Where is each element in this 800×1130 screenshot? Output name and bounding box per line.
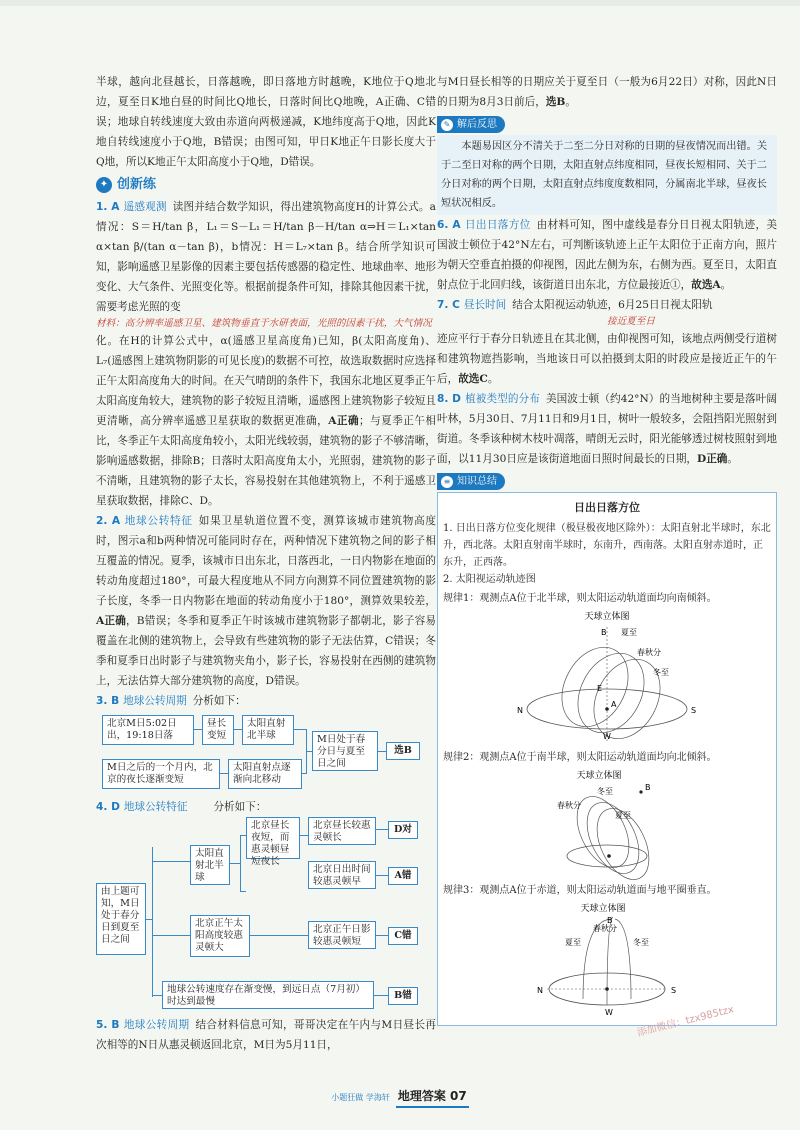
lightbulb-icon: ✦ bbox=[96, 177, 112, 193]
summer-orbit bbox=[549, 636, 641, 738]
q5-continued: 与M日昼长相等的日期应关于夏至日（一般为6月22日）对称，因此N日的日期为8月3日前后，选B。 bbox=[437, 76, 777, 108]
d3-label-n: N bbox=[537, 986, 543, 995]
d1-label-n: N bbox=[517, 706, 523, 715]
q4-box-c: C错 bbox=[388, 927, 418, 945]
q3-number: 3. B bbox=[96, 695, 120, 707]
book-icon: ≡ bbox=[441, 476, 453, 488]
page-footer bbox=[0, 1086, 800, 1108]
question-8: 8. D 植被类型的分布 美国波士顿（约42°N）的当地树种主要是落叶阔叶林，5月30日、7月11日和9月1日，树叶一般较多，会阻挡阳光照射到街道。冬季该种树木枝叶凋落，晴朗无云时，阳光能够透过树枝照射到地面，以11月30日应是该街道地面日照时间最长的日期，D正确。 bbox=[437, 393, 777, 465]
q3-box-between: M日处于春分日与夏至日之间 bbox=[312, 731, 378, 771]
q3-box-length: 昼长变短 bbox=[202, 715, 234, 745]
diagram3-title: 天球立体图 bbox=[580, 904, 626, 914]
q5-cont-text: 与M日昼长相等的日期应关于夏至日（一般为6月22日）对称，因此N日的日期为8月3日前后， bbox=[437, 76, 777, 108]
celestial-diagram-2 bbox=[507, 768, 707, 880]
q2-text-1: 如果卫星轨道位置不变，测算该城市建筑物高度时，图示a和b两种情况可能同时存在，两种情况下建筑物之间的影子相互覆盖的情况。夏季，该城市日出东北，日落西北，一日内物影在地面的转动角度超过180°，可最大程度地从不同方向测算不同位置建筑物的影子长度，冬季一日内物影在地面的转动角度小于180°，测算效果较差， bbox=[96, 515, 436, 607]
celestial-diagram-3 bbox=[507, 901, 707, 1019]
footer-page-label: 地理答案 07 bbox=[396, 1086, 469, 1108]
question-5 bbox=[96, 1015, 436, 1055]
d2-label-winter: 冬至 bbox=[597, 787, 613, 796]
observer-point-2 bbox=[607, 854, 611, 858]
q1-handwritten-note: 材料：高分辨率遥感卫星、建筑物垂直于水研表面，光照的因素干扰，大气情况 bbox=[96, 318, 432, 329]
section-header-innovation bbox=[96, 175, 436, 195]
knowledge-title: 日出日落方位 bbox=[574, 501, 640, 514]
q4-number: 4. D bbox=[96, 801, 120, 813]
d3-label-s: S bbox=[671, 986, 677, 995]
d3-label-b: B bbox=[607, 916, 613, 925]
q8-answer: D正确 bbox=[697, 453, 728, 465]
d1-label-e: E bbox=[597, 684, 603, 693]
d1-label-s: S bbox=[691, 706, 697, 715]
reflection-title: 解后反思 bbox=[457, 118, 497, 130]
page-top-edge bbox=[0, 0, 800, 6]
q2-text-2: ，B错误；冬季和夏季正午时该城市建筑物影子都朝北，影子容易覆盖在北侧的建筑物上，会导致有些建筑物的影子无法估算，C错误；冬季和夏季日出时影子与建筑物夹角小，影子长，容易投射在西侧的建筑物上，无法估算大部分建筑物的高度，D错误。 bbox=[96, 615, 436, 687]
q3-tag: 地球公转周期 bbox=[123, 695, 187, 707]
q5-text: 结合材料信息可知，哥哥决定在午内与M日昼长再次相等的N日从惠灵顿返回北京，M日为5月11日， bbox=[96, 1019, 436, 1051]
question-7-cont: 迹应平行于春分日轨迹且在其北侧，由仰视图可知，该地点两侧受行道树和建筑物遮挡影响，当地该日可以拍摄到太阳的时段应是接近正午的午后，故选C。 bbox=[437, 333, 777, 385]
q8-number: 8. D bbox=[437, 393, 461, 405]
q4-box-start: 由上题可知，M日处于春分日到夏至日之间 bbox=[96, 883, 146, 955]
q3-box-after: M日之后的一个月内，北京的夜长逐渐变短 bbox=[102, 759, 220, 789]
q4-box-bj-time: 北京日出时间较惠灵顿早 bbox=[308, 861, 376, 889]
d3-label-equinox: 春秋分 bbox=[593, 924, 617, 933]
q6-answer: 故选A bbox=[691, 279, 721, 291]
q6-number: 6. A bbox=[437, 219, 461, 231]
q6-tag: 日出日落方位 bbox=[464, 219, 531, 231]
rule-1: 规律1：观测点A位于北半球，则太阳运动轨道面均向南倾斜。 bbox=[443, 593, 717, 604]
d3-label-summer: 夏至 bbox=[565, 938, 581, 947]
d1-label-a: A bbox=[611, 700, 617, 709]
q6-text: 由材料可知，图中虚线是春分日日视太阳轨迹，美国波士顿位于42°N左右，可判断该轨迹上正午太阳位于正南方向，照片为朝天空垂直拍摄的仰视图，因此左侧为东，右侧为西。夏至日，太阳直射点位于北回归线，该街道日出东北，方位最接近①， bbox=[437, 219, 777, 291]
d3-label-w: W bbox=[605, 1008, 613, 1017]
q4-box-bj-long: 北京昼长较惠灵顿长 bbox=[308, 817, 376, 845]
knowledge-point-2: 2. 太阳视运动轨迹图 bbox=[443, 574, 536, 585]
q2-answer: A正确 bbox=[96, 615, 127, 627]
observer-point bbox=[605, 707, 609, 711]
q4-box-night: 北京昼长夜短，而惠灵顿昼短夜长 bbox=[246, 817, 300, 859]
q7-text-1: 结合太阳视运动轨迹，6月25日日视太阳轨 bbox=[512, 299, 713, 311]
horizon-circle-2 bbox=[567, 845, 647, 867]
q1-text-3: ；与夏季正午相比，冬季正午太阳高度角较小，太阳光线较弱，建筑物的影子不够清晰，影响遥感数据，排除B；日落时太阳高度角太小，光照弱，建筑物的影子不清晰，且建筑物的影子太长，容易投射在其他建筑物上，不利于遥感卫星获取数据，排除C、D。 bbox=[96, 415, 436, 507]
knowledge-point-1: 1. 日出日落方位变化规律（极昼极夜地区除外）：太阳直射北半球时，东北升，西北落。太阳直射南半球时，东南升，西南落。太阳直射赤道时，正东升，正西落。 bbox=[443, 523, 771, 568]
q2-tag: 地球公转特征 bbox=[124, 515, 193, 527]
q1-tag: 遥感观测 bbox=[123, 201, 167, 213]
question-2 bbox=[96, 511, 436, 691]
intro-paragraph: 半球，越向北昼越长，日落越晚，即日落地方时越晚，K地位于Q地北边，夏至日K地白昼的时间比Q地长，日落时间比Q地晚，A正确、C错误；地球自转线速度大致由赤道向两极递减，K地纬度高于Q地，因此K地自转线速度小于Q地，B错误；由图可知，甲日K地正午日影长度大于Q地，所以K地正午太阳高度小于Q地，D错误。 bbox=[96, 76, 436, 168]
q5-tag: 地球公转周期 bbox=[123, 1019, 190, 1031]
diagram2-title: 天球立体图 bbox=[576, 771, 622, 781]
q3-box-sun: 太阳直射北半球 bbox=[242, 715, 294, 745]
q1-text-1: 读图并结合数学知识，得出建筑物高度H的计算公式。a情况：S＝H/tan β，L₁＝S－L₁＝H/tan β－H/tan α⇒H＝L₁×tan α×tan β/(tan α－tan β)，b情况：H＝L₇×tan β。结合所学知识可知，影响遥感卫星影像的因素主要包括传感器的稳定性、地球曲率、地形变化、大气条件、光照变化等。根据前提条件可知，排除其他因素干扰，需要考虑光照的变 bbox=[96, 201, 436, 313]
reflect-icon: ✎ bbox=[441, 119, 453, 131]
watermark-text: 添加微信：tzx985tzx bbox=[636, 1004, 736, 1039]
q4-box-shadow: 北京正午日影较惠灵顿短 bbox=[308, 921, 376, 949]
d1-label-w: W bbox=[603, 732, 611, 741]
q7-text-2: 迹应平行于春分日轨迹且在其北侧，由仰视图可知，该地点两侧受行道树和建筑物遮挡影响，当地该日可以拍摄到太阳的时段应是接近正午的午后， bbox=[437, 333, 777, 385]
question-1 bbox=[96, 197, 436, 317]
diagram1-title: 天球立体图 bbox=[584, 612, 630, 622]
knowledge-badge bbox=[437, 473, 505, 490]
question-1-cont bbox=[96, 331, 436, 511]
rule-3: 规律3：观测点A位于赤道，则太阳运动轨道面与地平圈垂直。 bbox=[443, 885, 717, 896]
q1-text-2: 化。在H的计算公式中，α(遥感卫星高度角)已知，β(太阳高度角)、L₇(遥感图上建筑物阴影的可见长度)的数据不可控，故选取数据时应选择正午太阳高度角大的时间。在天气晴朗的条件下，我国东北地区夏季正午太阳高度角较大，建筑物的影子较短且清晰，遥感图上建筑物影子较短且更清晰，高分辨率遥感卫星获取的数据更准确， bbox=[96, 335, 436, 427]
q3-flowchart bbox=[96, 711, 436, 797]
q7-handwritten-note: 接近夏至日 bbox=[607, 316, 655, 327]
left-column bbox=[96, 72, 436, 1055]
observer-point-3 bbox=[605, 987, 609, 991]
d2-label-summer: 夏至 bbox=[615, 811, 631, 820]
reflection-badge bbox=[437, 116, 505, 133]
d2-label-equinox: 春秋分 bbox=[557, 801, 581, 810]
q4-box-b: B错 bbox=[388, 987, 418, 1005]
q8-text: 美国波士顿（约42°N）的当地树种主要是落叶阔叶林，5月30日、7月11日和9月1日，树叶一般较多，会阻挡阳光照射到街道。冬季该种树木枝叶凋落，晴朗无云时，阳光能够透过树枝照射到地面，以11月30日应是该街道地面日照时间最长的日期， bbox=[437, 393, 777, 465]
section-title: 创新练 bbox=[117, 177, 157, 192]
reflection-text: 本题易因区分不清关于二至二分日对称的日期的昼夜情况而出错。关于二至日对称的两个日期，太阳直射点纬度相同，昼夜长短相同、关于二分日对称的两个日期，太阳直射点纬度度数相同，分属南北半球，昼夜长短状况相反。 bbox=[437, 135, 777, 215]
q4-box-d: D对 bbox=[388, 821, 418, 839]
question-4 bbox=[96, 797, 436, 817]
q4-box-noon: 北京正午太阳高度较惠灵顿大 bbox=[190, 915, 250, 957]
d2-label-b: B bbox=[645, 783, 651, 792]
q3-box-m: 北京M日5:02日出，19:18日落 bbox=[102, 715, 194, 745]
knowledge-badge-title: 知识总结 bbox=[457, 475, 497, 487]
q3-box-move: 太阳直射点逐渐向北移动 bbox=[228, 759, 302, 789]
q7-answer: 故选C bbox=[458, 373, 488, 385]
footer-brand: 小题狂做 学海轩 bbox=[331, 1092, 390, 1102]
d3-label-winter: 冬至 bbox=[633, 938, 649, 947]
q4-flowchart bbox=[96, 817, 436, 1015]
question-6: 6. A 日出日落方位 由材料可知，图中虚线是春分日日视太阳轨迹，美国波士顿位于42°N左右，可判断该轨迹上正午太阳位于正南方向，照片为朝天空垂直拍摄的仰视图，因此左侧为东，右侧为西。夏至日，太阳直射点位于北回归线，该街道日出东北，方位最接近①，故选A。 bbox=[437, 219, 777, 291]
winter-arc bbox=[615, 919, 631, 999]
d1-label-b: B bbox=[601, 628, 607, 637]
q7-number: 7. C bbox=[437, 299, 460, 311]
question-7 bbox=[437, 295, 777, 315]
q5-number: 5. B bbox=[96, 1019, 120, 1031]
rule-2: 规律2：观测点A位于南半球，则太阳运动轨道面均向北倾斜。 bbox=[443, 752, 717, 763]
d1-label-equinox: 春秋分 bbox=[637, 648, 661, 657]
q1-answer: A正确 bbox=[328, 415, 360, 427]
q4-tag: 地球公转特征 bbox=[123, 801, 188, 813]
q5-answer: 选B bbox=[545, 96, 566, 108]
question-3 bbox=[96, 691, 436, 711]
q7-tag: 昼长时间 bbox=[463, 299, 507, 311]
celestial-diagram-1 bbox=[507, 609, 707, 747]
q4-box-speed: 地球公转速度存在渐变慢，到远日点（7月初）时达到最慢 bbox=[162, 981, 374, 1009]
knowledge-box bbox=[437, 492, 777, 1026]
q8-tag: 植被类型的分布 bbox=[464, 393, 540, 405]
d1-label-summer: 夏至 bbox=[621, 628, 637, 637]
pole-point-2 bbox=[639, 790, 642, 793]
q4-lead: 分析如下： bbox=[213, 801, 267, 813]
q2-number: 2. A bbox=[96, 515, 121, 527]
q3-lead: 分析如下： bbox=[192, 695, 246, 707]
q3-box-answer: 选B bbox=[386, 742, 420, 760]
right-column bbox=[437, 72, 777, 1026]
q4-box-sun: 太阳直射北半球 bbox=[190, 845, 230, 885]
q4-box-a: A错 bbox=[388, 867, 418, 885]
winter-orbit bbox=[581, 648, 673, 747]
q1-number: 1. A bbox=[96, 201, 120, 213]
d1-label-winter: 冬至 bbox=[653, 668, 669, 677]
